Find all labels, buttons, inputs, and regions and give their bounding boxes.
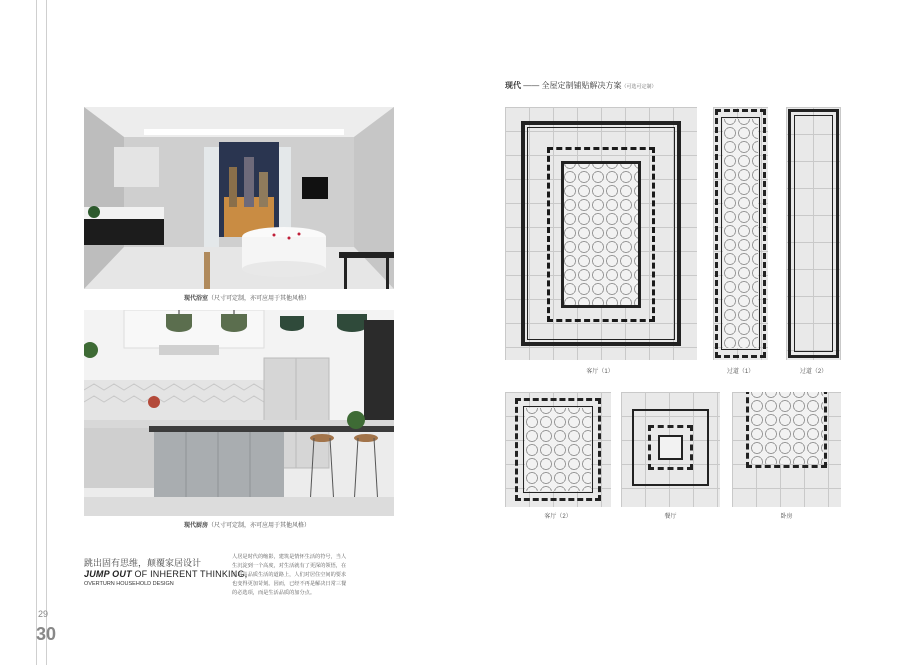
caption-note: （尺寸可定制，亦可应用于其他风格） xyxy=(208,296,311,302)
section-title-note: （可选可定制） xyxy=(621,84,657,90)
tile-label: 客厅（1） xyxy=(586,369,614,375)
tile-layout-hallway-2 xyxy=(786,107,841,360)
page-number-small: 29 xyxy=(38,609,49,619)
tile-layout-dining-room xyxy=(621,392,720,507)
bathroom-caption xyxy=(184,293,310,302)
kitchen-photo xyxy=(84,310,394,516)
slogan-chinese: 跳出固有思维，颠覆家居设计 xyxy=(84,558,202,568)
tile-label: 客厅（2） xyxy=(544,514,572,520)
kitchen-caption xyxy=(184,520,310,529)
tile-label: 过道（1） xyxy=(726,369,755,375)
section-title xyxy=(505,80,656,91)
slogan-english-bold: JUMP OUT xyxy=(84,569,132,579)
slogan-english xyxy=(84,569,247,579)
section-title-bold: 现代 xyxy=(505,81,521,90)
bathroom-photo xyxy=(84,107,394,289)
tile-label: 卧房 xyxy=(780,514,793,520)
caption-title: 现代浴室 xyxy=(184,296,209,302)
section-title-rest: —— 全屋定制铺贴解决方案 xyxy=(521,81,622,90)
tile-layout-hallway-1 xyxy=(713,107,768,360)
page-number-big: 30 xyxy=(36,624,57,644)
caption-title: 现代厨房 xyxy=(184,523,209,529)
tile-layout-living-room-1 xyxy=(505,107,697,360)
tile-label: 过道（2） xyxy=(799,369,828,375)
slogan-english-line2: OVERTURN HOUSEHOLD DESIGN xyxy=(84,581,174,587)
tile-layout-living-room-2 xyxy=(505,392,611,507)
tile-layout-bedroom xyxy=(732,392,841,507)
tile-label: 餐厅 xyxy=(664,514,677,520)
caption-note: （尺寸可定制，亦可应用于其他风格） xyxy=(208,523,311,529)
margin-line xyxy=(46,0,47,665)
margin-line xyxy=(36,0,37,665)
slogan-english-rest: OF INHERENT THINKING, xyxy=(131,569,248,579)
body-paragraph: 人居是时代的缩影，建筑是情怀生活的符号，当人生沉淀到一个高度，对生活就有了更深的领悟，在追求高品质生活的道路上，人们对居住空间的要求也变得更加苛刻。因而，已经不再是解决日常三餐的必选项，而是生活品质的加分点。 xyxy=(232,554,347,596)
